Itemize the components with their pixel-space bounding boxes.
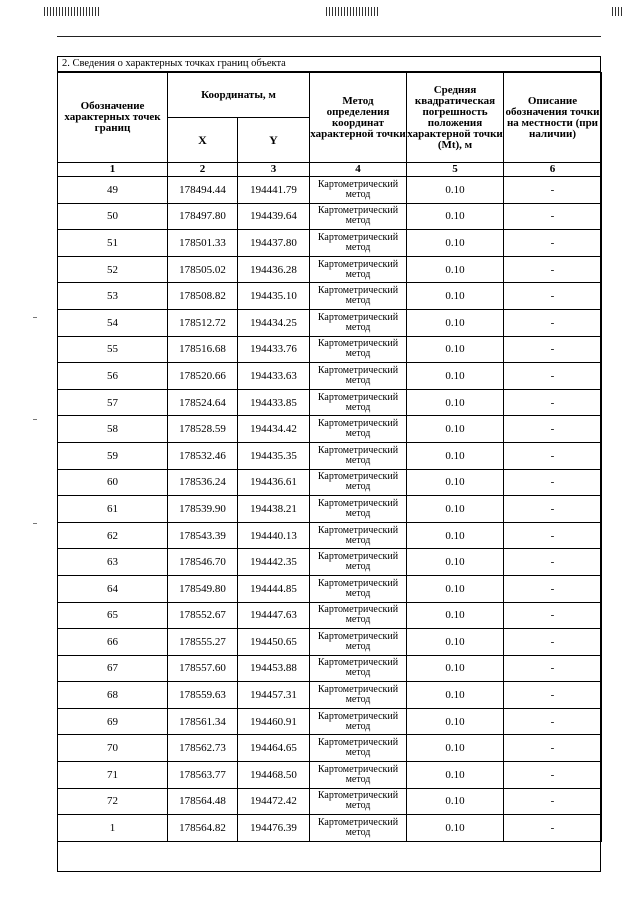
description-cell: - [504,735,602,762]
table-row [58,469,602,496]
coord-x-cell: 178505.02 [168,256,238,283]
binding-marks [0,3,636,15]
top-rule [57,36,601,37]
description-cell: - [504,336,602,363]
table-row [58,177,602,204]
method-cell: Картометрический метод [310,549,407,576]
coord-x-cell: 178552.67 [168,602,238,629]
coord-y-cell: 194441.79 [238,177,310,204]
point-number-cell: 69 [58,708,168,735]
binding-mark-center [326,3,380,12]
table-row [58,549,602,576]
mt-value-cell: 0.10 [407,788,504,815]
mt-value-cell: 0.10 [407,682,504,709]
boundary-points-table [57,72,602,842]
point-number-cell: 49 [58,177,168,204]
binding-mark-right [612,3,624,12]
description-cell: - [504,177,602,204]
table-row [58,389,602,416]
section-title: 2. Сведения о характерных точках границ объекта [57,56,601,72]
column-number: 2 [168,163,238,177]
coord-y-cell: 194450.65 [238,629,310,656]
mt-value-cell: 0.10 [407,469,504,496]
mt-value-cell: 0.10 [407,230,504,257]
table-row [58,496,602,523]
description-cell: - [504,682,602,709]
header-x: X [168,118,238,163]
description-cell: - [504,363,602,390]
coord-y-cell: 194434.42 [238,416,310,443]
description-cell: - [504,230,602,257]
mt-value-cell: 0.10 [407,177,504,204]
point-number-cell: 53 [58,283,168,310]
method-cell: Картометрический метод [310,309,407,336]
table-row [58,522,602,549]
method-cell: Картометрический метод [310,522,407,549]
mt-value-cell: 0.10 [407,309,504,336]
method-cell: Картометрический метод [310,230,407,257]
table-row [58,735,602,762]
point-number-cell: 62 [58,522,168,549]
mt-value-cell: 0.10 [407,256,504,283]
point-number-cell: 71 [58,762,168,789]
header-y: Y [238,118,310,163]
point-number-cell: 64 [58,575,168,602]
table-row [58,203,602,230]
mt-value-cell: 0.10 [407,442,504,469]
column-number: 1 [58,163,168,177]
header-error: Средняя квадратическая погрешность положения характерной точки (Mt), м [407,73,504,163]
method-cell: Картометрический метод [310,496,407,523]
hole-mark [33,523,37,527]
table-row [58,230,602,257]
column-number: 4 [310,163,407,177]
coord-y-cell: 194442.35 [238,549,310,576]
method-cell: Картометрический метод [310,442,407,469]
method-cell: Картометрический метод [310,708,407,735]
coord-y-cell: 194440.13 [238,522,310,549]
table-row [58,815,602,842]
description-cell: - [504,469,602,496]
column-number: 3 [238,163,310,177]
method-cell: Картометрический метод [310,336,407,363]
coord-x-cell: 178508.82 [168,283,238,310]
coord-x-cell: 178563.77 [168,762,238,789]
coord-y-cell: 194433.85 [238,389,310,416]
coord-x-cell: 178555.27 [168,629,238,656]
coord-y-cell: 194447.63 [238,602,310,629]
coord-y-cell: 194433.76 [238,336,310,363]
description-cell: - [504,442,602,469]
method-cell: Картометрический метод [310,283,407,310]
table-row [58,708,602,735]
mt-value-cell: 0.10 [407,389,504,416]
coord-x-cell: 178539.90 [168,496,238,523]
mt-value-cell: 0.10 [407,336,504,363]
coord-y-cell: 194438.21 [238,496,310,523]
description-cell: - [504,283,602,310]
coord-y-cell: 194435.35 [238,442,310,469]
header-method: Метод определения координат характерной точки [310,73,407,163]
coord-x-cell: 178559.63 [168,682,238,709]
coord-y-cell: 194457.31 [238,682,310,709]
coord-x-cell: 178497.80 [168,203,238,230]
point-number-cell: 61 [58,496,168,523]
method-cell: Картометрический метод [310,177,407,204]
coord-y-cell: 194472.42 [238,788,310,815]
description-cell: - [504,815,602,842]
point-number-cell: 70 [58,735,168,762]
coord-x-cell: 178564.48 [168,788,238,815]
table-row [58,602,602,629]
mt-value-cell: 0.10 [407,496,504,523]
description-cell: - [504,389,602,416]
point-number-cell: 60 [58,469,168,496]
coord-y-cell: 194444.85 [238,575,310,602]
mt-value-cell: 0.10 [407,416,504,443]
point-number-cell: 68 [58,682,168,709]
mt-value-cell: 0.10 [407,522,504,549]
coord-y-cell: 194436.28 [238,256,310,283]
method-cell: Картометрический метод [310,602,407,629]
table-row [58,309,602,336]
table-row [58,655,602,682]
table-row [58,416,602,443]
coord-x-cell: 178562.73 [168,735,238,762]
coord-x-cell: 178549.80 [168,575,238,602]
point-number-cell: 50 [58,203,168,230]
description-cell: - [504,203,602,230]
point-number-cell: 56 [58,363,168,390]
coord-x-cell: 178528.59 [168,416,238,443]
method-cell: Картометрический метод [310,575,407,602]
method-cell: Картометрический метод [310,363,407,390]
column-number: 5 [407,163,504,177]
point-number-cell: 51 [58,230,168,257]
coord-x-cell: 178532.46 [168,442,238,469]
table-row [58,256,602,283]
coord-x-cell: 178557.60 [168,655,238,682]
description-cell: - [504,762,602,789]
coord-y-cell: 194439.64 [238,203,310,230]
header-description: Описание обозначения точки на местности (при наличии) [504,73,602,163]
coord-x-cell: 178494.44 [168,177,238,204]
point-number-cell: 59 [58,442,168,469]
hole-mark [33,317,37,321]
table-row [58,629,602,656]
mt-value-cell: 0.10 [407,363,504,390]
mt-value-cell: 0.10 [407,735,504,762]
point-number-cell: 54 [58,309,168,336]
coord-x-cell: 178516.68 [168,336,238,363]
coord-x-cell: 178501.33 [168,230,238,257]
table-row [58,788,602,815]
method-cell: Картометрический метод [310,682,407,709]
method-cell: Картометрический метод [310,788,407,815]
method-cell: Картометрический метод [310,256,407,283]
table-row [58,283,602,310]
coord-y-cell: 194437.80 [238,230,310,257]
coord-y-cell: 194433.63 [238,363,310,390]
point-number-cell: 63 [58,549,168,576]
point-number-cell: 58 [58,416,168,443]
description-cell: - [504,309,602,336]
mt-value-cell: 0.10 [407,815,504,842]
description-cell: - [504,629,602,656]
description-cell: - [504,496,602,523]
description-cell: - [504,708,602,735]
table-row [58,762,602,789]
mt-value-cell: 0.10 [407,575,504,602]
column-number: 6 [504,163,602,177]
table-row [58,363,602,390]
hole-mark [33,419,37,423]
point-number-cell: 65 [58,602,168,629]
coord-x-cell: 178536.24 [168,469,238,496]
point-number-cell: 72 [58,788,168,815]
mt-value-cell: 0.10 [407,602,504,629]
coord-x-cell: 178520.66 [168,363,238,390]
description-cell: - [504,416,602,443]
method-cell: Картометрический метод [310,815,407,842]
table-body [58,177,602,842]
header-coordinates: Координаты, м [168,73,310,118]
description-cell: - [504,655,602,682]
point-number-cell: 52 [58,256,168,283]
coord-y-cell: 194453.88 [238,655,310,682]
point-number-cell: 67 [58,655,168,682]
point-number-cell: 66 [58,629,168,656]
coord-y-cell: 194468.50 [238,762,310,789]
method-cell: Картометрический метод [310,389,407,416]
description-cell: - [504,788,602,815]
mt-value-cell: 0.10 [407,655,504,682]
coord-y-cell: 194476.39 [238,815,310,842]
mt-value-cell: 0.10 [407,283,504,310]
coord-x-cell: 178564.82 [168,815,238,842]
coord-x-cell: 178546.70 [168,549,238,576]
coord-x-cell: 178524.64 [168,389,238,416]
coord-y-cell: 194434.25 [238,309,310,336]
method-cell: Картометрический метод [310,735,407,762]
coord-y-cell: 194436.61 [238,469,310,496]
method-cell: Картометрический метод [310,629,407,656]
coord-y-cell: 194435.10 [238,283,310,310]
method-cell: Картометрический метод [310,416,407,443]
coord-y-cell: 194464.65 [238,735,310,762]
mt-value-cell: 0.10 [407,762,504,789]
description-cell: - [504,522,602,549]
table-row [58,442,602,469]
mt-value-cell: 0.10 [407,549,504,576]
coord-x-cell: 178512.72 [168,309,238,336]
header-designation: Обозначение характерных точек границ [58,73,168,163]
point-number-cell: 55 [58,336,168,363]
description-cell: - [504,602,602,629]
method-cell: Картометрический метод [310,469,407,496]
binding-mark-left [44,3,101,12]
table-row [58,336,602,363]
description-cell: - [504,549,602,576]
description-cell: - [504,256,602,283]
coord-x-cell: 178543.39 [168,522,238,549]
coord-y-cell: 194460.91 [238,708,310,735]
description-cell: - [504,575,602,602]
method-cell: Картометрический метод [310,762,407,789]
mt-value-cell: 0.10 [407,203,504,230]
table-row [58,575,602,602]
coord-x-cell: 178561.34 [168,708,238,735]
mt-value-cell: 0.10 [407,708,504,735]
method-cell: Картометрический метод [310,203,407,230]
point-number-cell: 57 [58,389,168,416]
table-row [58,682,602,709]
method-cell: Картометрический метод [310,655,407,682]
mt-value-cell: 0.10 [407,629,504,656]
point-number-cell: 1 [58,815,168,842]
